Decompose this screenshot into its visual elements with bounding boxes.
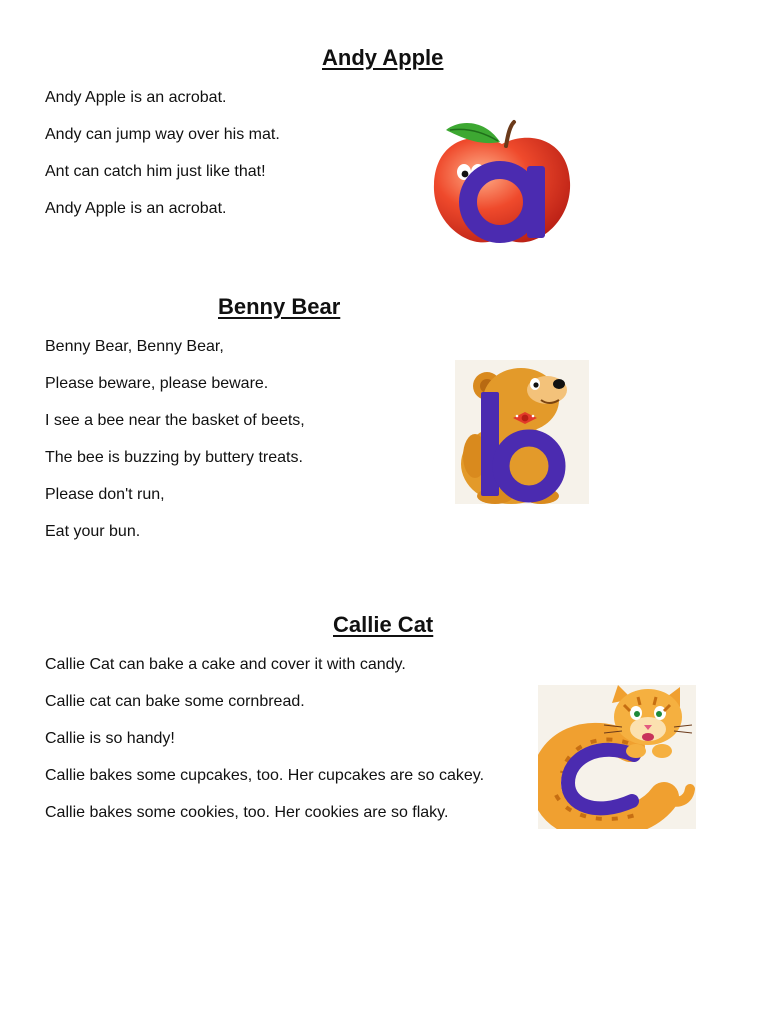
section-title-andy-apple: Andy Apple [322,45,444,70]
poem-line: Andy Apple is an acrobat. [45,200,227,217]
poem-line: The bee is buzzing by buttery treats. [45,449,303,466]
poem-line: Eat your bun. [45,523,141,540]
poem-line: Please don't run, [45,486,165,503]
poem-line: Andy can jump way over his mat. [45,126,280,143]
poem-line: Benny Bear, Benny Bear, [45,338,224,355]
poem-line: Callie cat can bake some cornbread. [45,693,305,710]
poem-line: Callie is so handy! [45,730,175,747]
poem-line: Andy Apple is an acrobat. [45,89,227,106]
poem-line: Callie bakes some cupcakes, too. Her cupcakes are so cakey. [45,767,485,784]
section-title-callie-cat: Callie Cat [333,612,434,637]
poem-line: Please beware, please beware. [45,375,269,392]
apple-letter-a-icon [428,116,576,248]
poem-line: I see a bee near the basket of beets, [45,412,305,429]
poem-line: Ant can catch him just like that! [45,163,266,180]
cat-letter-c-icon [538,685,696,829]
poem-line: Callie bakes some cookies, too. Her cookies are so flaky. [45,804,449,821]
bear-letter-b-icon [455,360,589,504]
section-title-benny-bear: Benny Bear [218,294,341,319]
poem-line: Callie Cat can bake a cake and cover it with candy. [45,656,406,673]
